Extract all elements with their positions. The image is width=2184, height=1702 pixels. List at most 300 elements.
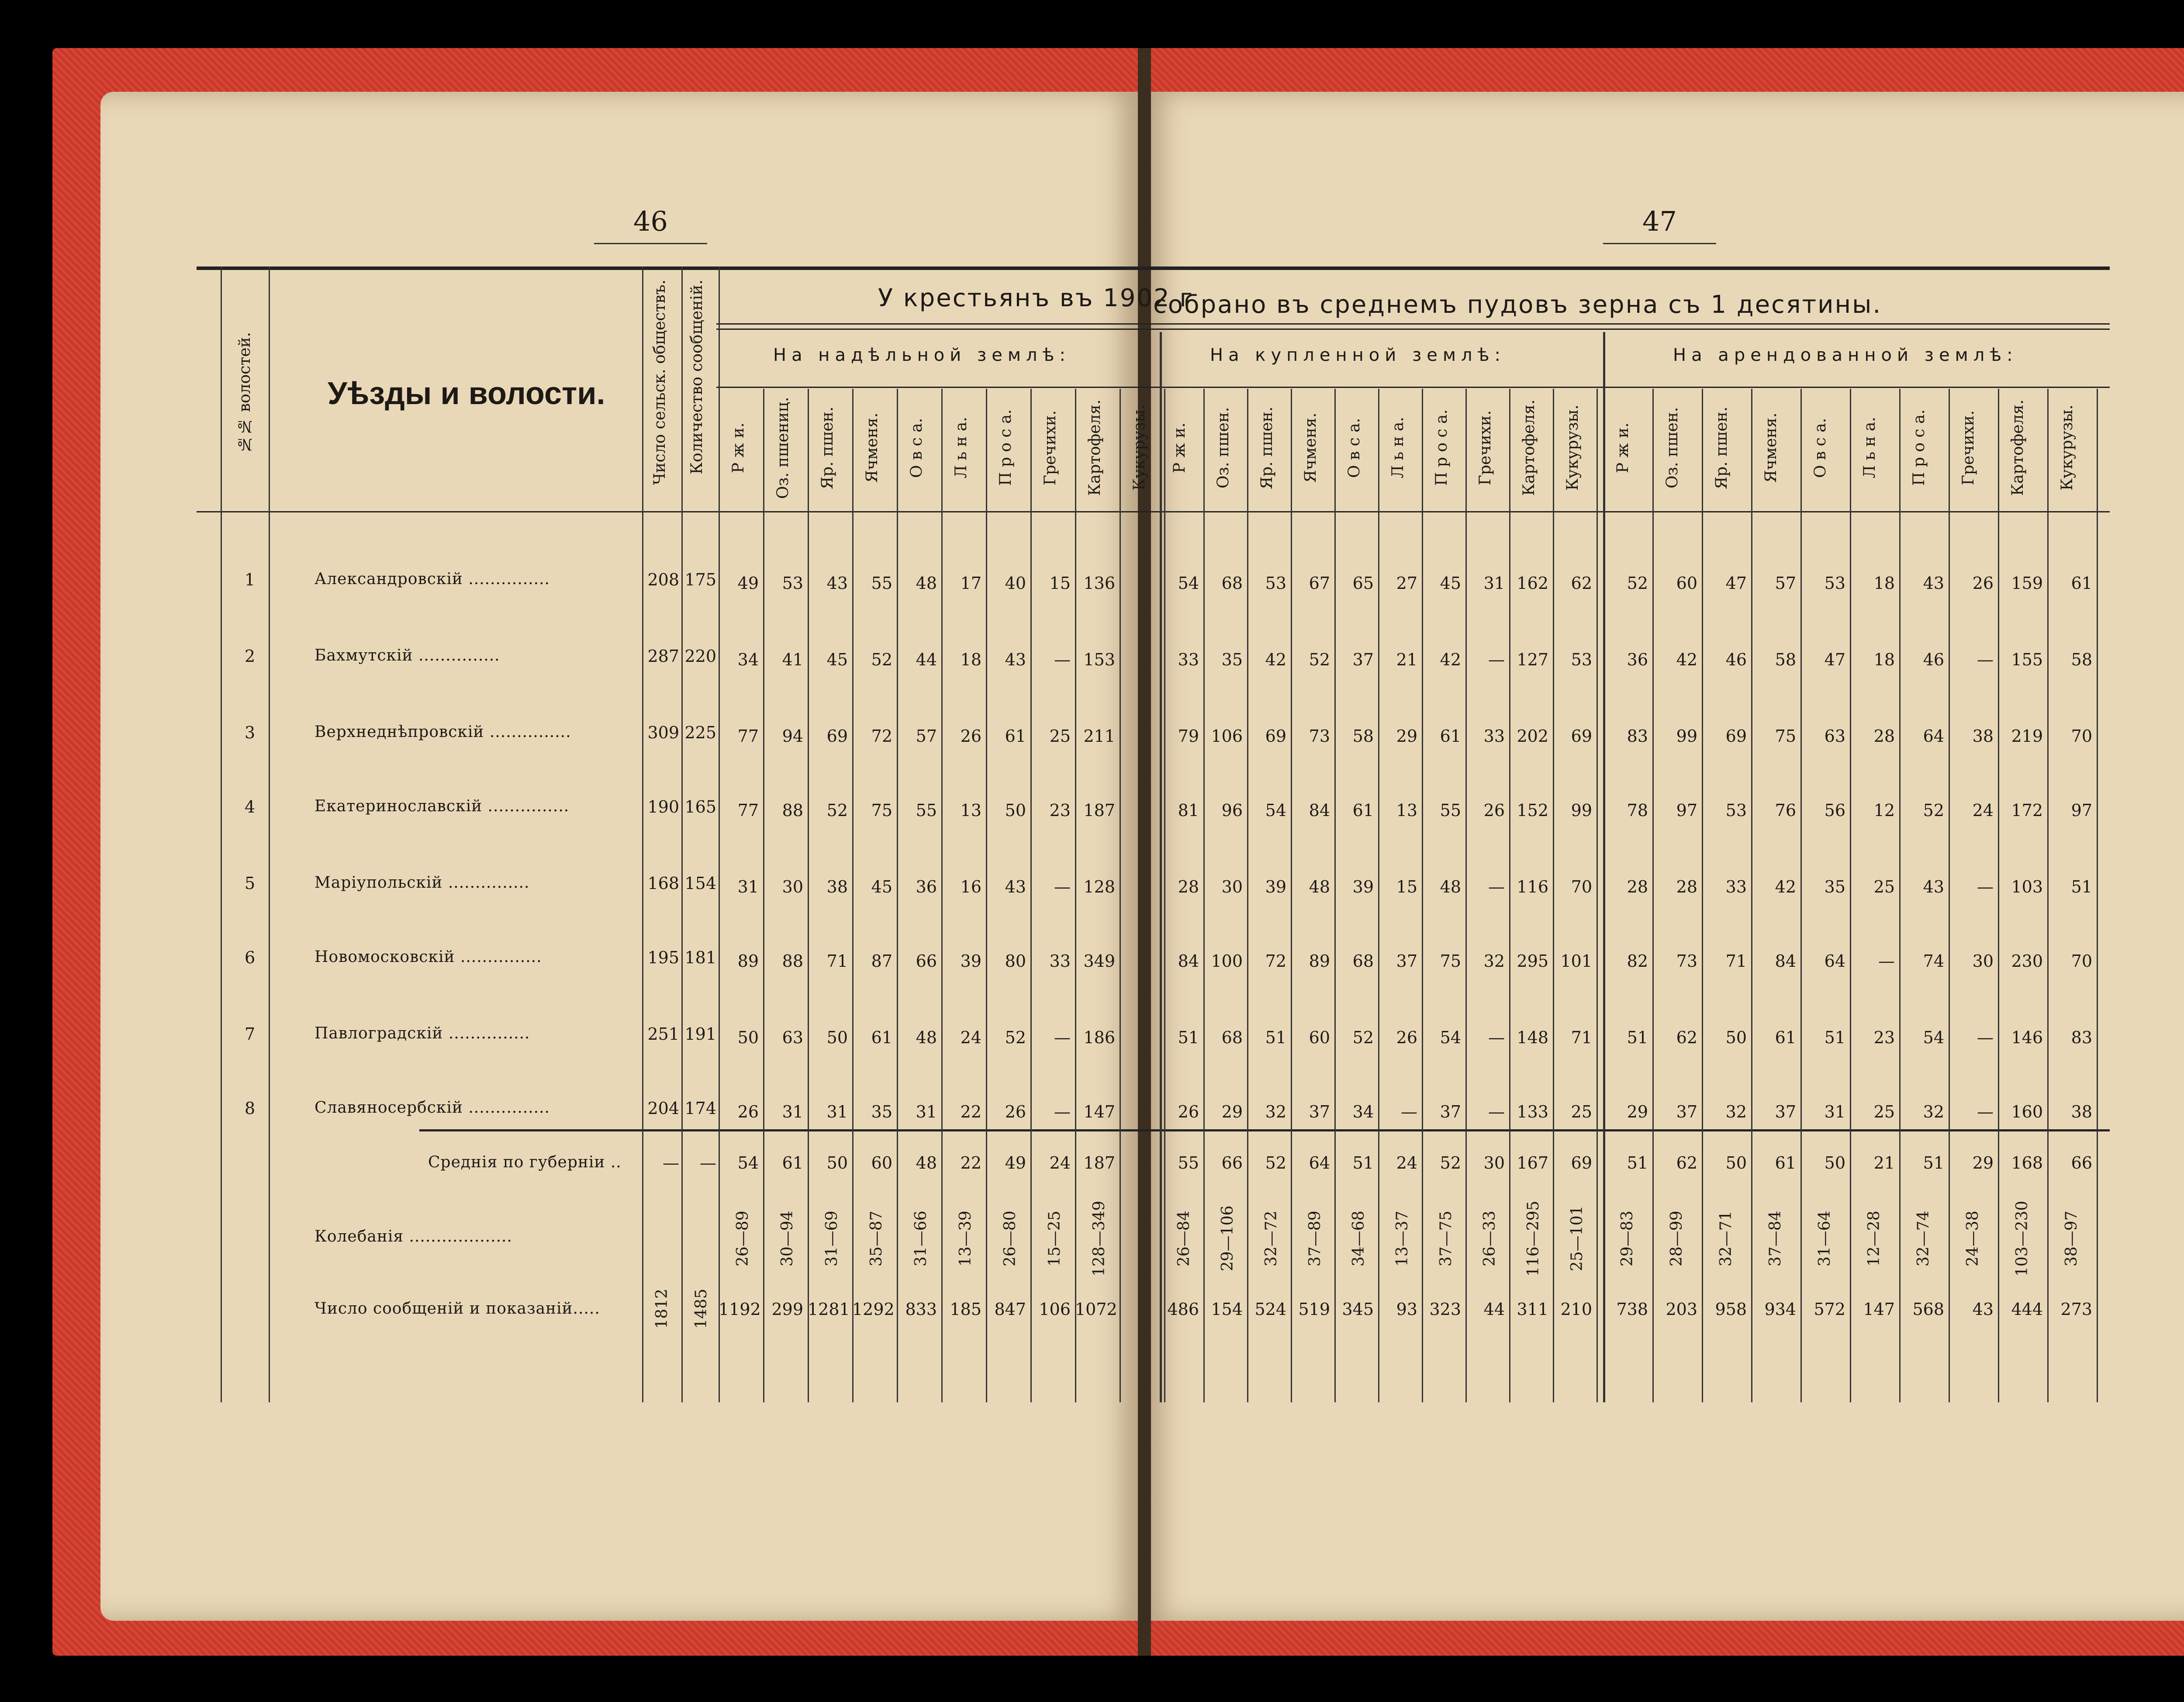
range-nadel-1: 30—94 (778, 1211, 796, 1266)
cell-nadel-4: 36 (916, 877, 937, 896)
cell-arend-7: 38 (1972, 726, 1994, 746)
cell-nadel-6: 40 (1005, 574, 1026, 593)
cell-arend-3: 37 (1775, 1102, 1796, 1121)
range-kuplen-3: 37—89 (1306, 1211, 1324, 1266)
cell-nadel-6: 61 (1005, 726, 1026, 746)
cell-kuplen-4: 52 (1352, 1028, 1374, 1047)
cell-arend-8: 146 (2011, 1028, 2043, 1047)
header-right-part: собрано въ среднемъ пудовъ зерна съ 1 десятины. (1153, 291, 1882, 319)
row-header-num: №№ волостей. (236, 332, 254, 453)
cell-kuplen-0: 81 (1178, 801, 1199, 820)
avg-nadel-8: 187 (1083, 1153, 1115, 1173)
cell-arend-0: 83 (1627, 726, 1648, 746)
district-name: Новомосковскій (314, 948, 455, 966)
row-name: Славяносербскій ............... (314, 1099, 550, 1117)
cell-arend-4: 31 (1824, 1102, 1845, 1121)
district-name: Александровскій (314, 570, 463, 588)
cell-kuplen-6: 37 (1440, 1102, 1461, 1121)
cell-kuplen-4: 65 (1352, 574, 1374, 593)
row-number: 7 (245, 1024, 256, 1044)
range-nadel-5: 13—39 (957, 1211, 975, 1266)
divider-title (642, 266, 643, 1402)
cell-kuplen-1: 35 (1221, 650, 1243, 669)
cell-kuplen-6: 55 (1440, 801, 1461, 820)
count-kuplen-4: 345 (1342, 1300, 1374, 1319)
col-header-kuplen-5: Л ь н а. (1389, 417, 1407, 479)
range-nadel-2: 31—69 (823, 1211, 841, 1266)
cell-nadel-6: 43 (1005, 877, 1026, 896)
col-header-kuplen-9: Кукурузы. (1564, 405, 1582, 491)
cell-communities: 309 (647, 723, 679, 742)
count-kuplen-3: 519 (1298, 1300, 1330, 1319)
col-header-arend-7: Гречихи. (1959, 410, 1977, 485)
count-nadel-6: 847 (994, 1300, 1026, 1319)
cell-nadel-0: 89 (737, 951, 759, 971)
cell-kuplen-7: 33 (1483, 726, 1505, 746)
cell-nadel-4: 55 (916, 801, 937, 820)
avg-reports: — (700, 1153, 716, 1173)
cell-kuplen-2: 32 (1265, 1102, 1286, 1121)
cell-arend-1: 60 (1676, 574, 1697, 593)
cell-kuplen-2: 54 (1265, 801, 1286, 820)
cell-nadel-3: 72 (871, 726, 892, 746)
cell-kuplen-2: 72 (1265, 951, 1286, 971)
cell-kuplen-5: 27 (1396, 574, 1417, 593)
avg-nadel-5: 22 (960, 1153, 981, 1173)
avg-arend-7: 29 (1972, 1153, 1994, 1173)
cell-arend-8: 103 (2011, 877, 2043, 896)
cell-arend-9: 51 (2071, 877, 2092, 896)
cell-communities: 190 (647, 797, 679, 816)
col-header-nadel-0: Р ж и. (729, 422, 747, 473)
avg-kuplen-7: 30 (1483, 1153, 1505, 1173)
cell-kuplen-4: 68 (1352, 951, 1374, 971)
summary-top-rule (419, 1129, 2110, 1131)
cell-nadel-5: 24 (960, 1028, 981, 1047)
cell-kuplen-3: 89 (1309, 951, 1330, 971)
col-header-nadel-6: П р о с а. (997, 409, 1015, 486)
range-kuplen-9: 25—101 (1568, 1205, 1586, 1272)
col-header-nadel-9: Кукурузы. (1130, 405, 1148, 491)
cell-kuplen-0: 33 (1178, 650, 1199, 669)
cell-arend-6: 64 (1923, 726, 1944, 746)
cell-nadel-7: — (1054, 1102, 1071, 1121)
cell-arend-5: 18 (1873, 650, 1895, 669)
col-header-arend-2: Яр. пшен. (1713, 406, 1731, 489)
summary-count-label: Число сообщеній и показаній..... (314, 1300, 600, 1318)
cell-nadel-3: 45 (871, 877, 892, 896)
cell-kuplen-5: 26 (1396, 1028, 1417, 1047)
cell-arend-8: 172 (2011, 801, 2043, 820)
cell-arend-6: 74 (1923, 951, 1944, 971)
cell-communities: 168 (647, 874, 679, 893)
cell-kuplen-8: 148 (1517, 1028, 1548, 1047)
district-name: Славяносербскій (314, 1099, 463, 1117)
cell-kuplen-0: 28 (1178, 877, 1199, 896)
count-nadel-7: 106 (1039, 1300, 1071, 1319)
col-header-nadel-7: Гречихи. (1041, 410, 1059, 485)
cell-kuplen-3: 60 (1309, 1028, 1330, 1047)
range-kuplen-0: 26—84 (1175, 1211, 1193, 1266)
range-nadel-8: 128—349 (1090, 1200, 1108, 1276)
count-nadel-1: 299 (771, 1300, 803, 1319)
range-kuplen-4: 34—68 (1350, 1211, 1368, 1266)
cell-kuplen-0: 51 (1178, 1028, 1199, 1047)
cell-arend-2: 33 (1725, 877, 1747, 896)
cell-arend-9: 61 (2071, 574, 2092, 593)
summary-avg-label: Среднія по губерніи .. (428, 1153, 622, 1171)
count-arend-7: 43 (1972, 1300, 1994, 1319)
cell-arend-7: 26 (1972, 574, 1994, 593)
row-number: 8 (245, 1099, 256, 1118)
cell-nadel-0: 31 (737, 877, 759, 896)
cell-arend-3: 84 (1775, 951, 1796, 971)
range-arend-0: 29—83 (1618, 1211, 1636, 1266)
table-title: Уѣзды и волости. (328, 376, 605, 411)
count-nadel-8: 1072 (1075, 1300, 1117, 1319)
col-header-kuplen-3: Ячменя. (1302, 412, 1320, 483)
district-name: Павлоградскій (314, 1024, 443, 1042)
cell-kuplen-9: 53 (1571, 650, 1592, 669)
cell-kuplen-7: — (1488, 877, 1505, 896)
header-underline-1 (716, 323, 2110, 325)
cell-kuplen-3: 73 (1309, 726, 1330, 746)
group-divider-1 (1160, 332, 1162, 1402)
cell-nadel-5: 13 (960, 801, 981, 820)
range-kuplen-1: 29—106 (1219, 1205, 1237, 1272)
cell-arend-0: 78 (1627, 801, 1648, 820)
cell-nadel-1: 88 (782, 801, 803, 820)
cell-arend-5: — (1878, 951, 1895, 971)
cell-nadel-3: 55 (871, 574, 892, 593)
col-divider-kuplen-9 (1597, 389, 1598, 1402)
cell-kuplen-5: 29 (1396, 726, 1417, 746)
count-kuplen-0: 486 (1167, 1300, 1199, 1319)
cell-nadel-2: 43 (826, 574, 848, 593)
cell-communities: 195 (647, 948, 679, 967)
avg-arend-1: 62 (1676, 1153, 1697, 1173)
range-nadel-6: 26—80 (1001, 1211, 1019, 1266)
range-arend-7: 24—38 (1964, 1211, 1982, 1266)
cell-nadel-8: 153 (1083, 650, 1115, 669)
cell-kuplen-7: — (1488, 1102, 1505, 1121)
cell-arend-0: 29 (1627, 1102, 1648, 1121)
header-underline-2 (716, 329, 2110, 330)
avg-kuplen-6: 52 (1440, 1153, 1461, 1173)
summary-range-label: Колебанія ................... (314, 1228, 512, 1245)
cell-nadel-7: 33 (1049, 951, 1071, 971)
row-name: Новомосковскій ............... (314, 948, 542, 966)
avg-kuplen-2: 52 (1265, 1153, 1286, 1173)
cell-kuplen-0: 54 (1178, 574, 1199, 593)
cell-kuplen-2: 51 (1265, 1028, 1286, 1047)
col-header-kuplen-0: Р ж и. (1171, 422, 1189, 473)
table-top-rule (197, 266, 2110, 270)
cell-arend-2: 71 (1725, 951, 1747, 971)
row-name: Александровскій ............... (314, 570, 550, 588)
cell-kuplen-1: 68 (1221, 574, 1243, 593)
range-arend-6: 32—74 (1914, 1211, 1932, 1266)
cell-arend-1: 42 (1676, 650, 1697, 669)
col-header-reports: Количество сообщеній. (688, 280, 706, 474)
cell-kuplen-1: 106 (1211, 726, 1243, 746)
cell-arend-9: 38 (2071, 1102, 2092, 1121)
cell-nadel-8: 147 (1083, 1102, 1115, 1121)
cell-kuplen-3: 48 (1309, 877, 1330, 896)
col-header-arend-8: Картофеля. (2009, 399, 2027, 496)
cell-kuplen-5: 15 (1396, 877, 1417, 896)
cell-arend-1: 97 (1676, 801, 1697, 820)
cell-nadel-3: 35 (871, 1102, 892, 1121)
col-header-nadel-5: Л ь н а. (952, 417, 970, 479)
cell-nadel-0: 26 (737, 1102, 759, 1121)
group-underline (716, 387, 2110, 388)
col-header-arend-6: П р о с а. (1910, 409, 1928, 486)
cell-kuplen-7: 26 (1483, 801, 1505, 820)
border-left (221, 266, 222, 1402)
cell-nadel-8: 349 (1083, 951, 1115, 971)
district-name: Верхнеднѣпровскій (314, 723, 484, 741)
cell-nadel-4: 44 (916, 650, 937, 669)
range-nadel-0: 26—89 (734, 1211, 752, 1266)
cell-kuplen-3: 84 (1309, 801, 1330, 820)
col-header-arend-1: Оз. пшен. (1663, 407, 1681, 489)
cell-nadel-6: 80 (1005, 951, 1026, 971)
range-kuplen-7: 26—33 (1481, 1211, 1499, 1266)
cell-arend-5: 28 (1873, 726, 1895, 746)
col-header-communities: Число сельск. обществъ. (651, 280, 669, 485)
cell-nadel-5: 22 (960, 1102, 981, 1121)
cell-reports: 175 (684, 570, 716, 589)
cell-arend-7: 30 (1972, 951, 1994, 971)
cell-kuplen-4: 61 (1352, 801, 1374, 820)
cell-nadel-8: 136 (1083, 574, 1115, 593)
count-arend-0: 738 (1616, 1300, 1648, 1319)
count-kuplen-2: 524 (1254, 1300, 1286, 1319)
group-label-nadel: На надѣльной землѣ: (773, 345, 1071, 365)
col-header-kuplen-1: Оз. пшен. (1214, 407, 1232, 489)
cell-reports: 154 (684, 874, 716, 893)
district-name: Екатеринославскій (314, 797, 483, 815)
cell-arend-1: 37 (1676, 1102, 1697, 1121)
col-divider-arend-9 (2097, 389, 2098, 1402)
cell-kuplen-0: 26 (1178, 1102, 1199, 1121)
col-header-nadel-2: Яр. пшен. (819, 406, 836, 489)
cell-nadel-6: 50 (1005, 801, 1026, 820)
cell-kuplen-6: 45 (1440, 574, 1461, 593)
cell-arend-8: 219 (2011, 726, 2043, 746)
col-header-nadel-8: Картофеля. (1086, 399, 1104, 496)
cell-nadel-7: — (1054, 877, 1071, 896)
divider-communities (681, 266, 683, 1402)
cell-kuplen-6: 54 (1440, 1028, 1461, 1047)
avg-arend-5: 21 (1873, 1153, 1895, 1173)
cell-nadel-4: 48 (916, 574, 937, 593)
cell-kuplen-4: 58 (1352, 726, 1374, 746)
cell-arend-9: 97 (2071, 801, 2092, 820)
cell-arend-5: 25 (1873, 1102, 1895, 1121)
cell-arend-4: 47 (1824, 650, 1845, 669)
avg-arend-8: 168 (2011, 1153, 2043, 1173)
col-header-kuplen-7: Гречихи. (1476, 410, 1494, 485)
count-nadel-0: 1192 (719, 1300, 761, 1319)
cell-nadel-7: 23 (1049, 801, 1071, 820)
cell-kuplen-5: 21 (1396, 650, 1417, 669)
cell-arend-3: 76 (1775, 801, 1796, 820)
col-header-kuplen-6: П р о с а. (1433, 409, 1451, 486)
col-header-arend-0: Р ж и. (1614, 422, 1632, 473)
cell-arend-1: 73 (1676, 951, 1697, 971)
row-name: Екатеринославскій ............... (314, 797, 570, 815)
cell-nadel-3: 87 (871, 951, 892, 971)
cell-communities: 287 (647, 647, 679, 666)
count-nadel-4: 833 (905, 1300, 937, 1319)
range-arend-2: 32—71 (1717, 1211, 1735, 1266)
row-number: 5 (245, 874, 256, 893)
cell-arend-6: 52 (1923, 801, 1944, 820)
avg-communities: — (663, 1153, 679, 1173)
count-kuplen-8: 311 (1517, 1300, 1548, 1319)
count-communities: 1812 (653, 1289, 671, 1329)
cell-arend-7: 24 (1972, 801, 1994, 820)
avg-arend-0: 51 (1627, 1153, 1648, 1173)
cell-arend-0: 51 (1627, 1028, 1648, 1047)
cell-kuplen-8: 295 (1517, 951, 1548, 971)
count-arend-2: 958 (1715, 1300, 1747, 1319)
count-arend-6: 568 (1912, 1300, 1944, 1319)
cell-nadel-7: — (1054, 1028, 1071, 1047)
cell-nadel-7: — (1054, 650, 1071, 669)
cell-nadel-3: 52 (871, 650, 892, 669)
range-arend-1: 28—99 (1668, 1211, 1686, 1266)
cell-nadel-7: 15 (1049, 574, 1071, 593)
cell-kuplen-6: 61 (1440, 726, 1461, 746)
col-header-kuplen-4: О в с а. (1345, 418, 1363, 478)
avg-arend-9: 66 (2071, 1153, 2092, 1173)
cell-arend-3: 42 (1775, 877, 1796, 896)
cell-arend-6: 43 (1923, 574, 1944, 593)
cell-nadel-1: 94 (782, 726, 803, 746)
cell-arend-4: 63 (1824, 726, 1845, 746)
cell-kuplen-3: 37 (1309, 1102, 1330, 1121)
cell-kuplen-2: 69 (1265, 726, 1286, 746)
cell-nadel-5: 18 (960, 650, 981, 669)
count-arend-8: 444 (2011, 1300, 2043, 1319)
cell-nadel-4: 48 (916, 1028, 937, 1047)
page-number-left: 46 (633, 205, 668, 237)
col-divider-nadel-8 (1120, 389, 1121, 1402)
cell-nadel-3: 61 (871, 1028, 892, 1047)
cell-kuplen-7: — (1488, 650, 1505, 669)
cell-nadel-1: 88 (782, 951, 803, 971)
cell-arend-5: 25 (1873, 877, 1895, 896)
cell-kuplen-0: 84 (1178, 951, 1199, 971)
cell-kuplen-8: 133 (1517, 1102, 1548, 1121)
count-reports: 1485 (692, 1289, 710, 1329)
cell-nadel-0: 50 (737, 1028, 759, 1047)
cell-arend-2: 69 (1725, 726, 1747, 746)
page-number-right: 47 (1642, 205, 1677, 237)
cell-nadel-2: 50 (826, 1028, 848, 1047)
count-kuplen-7: 44 (1483, 1300, 1505, 1319)
avg-arend-3: 61 (1775, 1153, 1796, 1173)
cell-arend-3: 58 (1775, 650, 1796, 669)
cell-arend-0: 28 (1627, 877, 1648, 896)
col-header-arend-4: О в с а. (1811, 418, 1829, 478)
count-nadel-5: 185 (950, 1300, 981, 1319)
cell-arend-2: 53 (1725, 801, 1747, 820)
cell-nadel-4: 31 (916, 1102, 937, 1121)
range-nadel-3: 35—87 (867, 1211, 885, 1266)
cell-arend-9: 70 (2071, 726, 2092, 746)
cell-kuplen-9: 25 (1571, 1102, 1592, 1121)
cell-kuplen-8: 162 (1517, 574, 1548, 593)
cell-nadel-8: 128 (1083, 877, 1115, 896)
range-kuplen-6: 37—75 (1437, 1211, 1455, 1266)
right-page (1144, 92, 2184, 1621)
range-arend-3: 37—84 (1766, 1211, 1784, 1266)
cell-kuplen-5: 37 (1396, 951, 1417, 971)
count-arend-5: 147 (1863, 1300, 1895, 1319)
avg-arend-4: 50 (1824, 1153, 1845, 1173)
cell-reports: 220 (684, 647, 716, 666)
row-name: Павлоградскій ............... (314, 1024, 530, 1042)
cell-arend-9: 83 (2071, 1028, 2092, 1047)
cell-kuplen-2: 53 (1265, 574, 1286, 593)
row-name: Бахмутскій ............... (314, 647, 500, 664)
cell-kuplen-6: 75 (1440, 951, 1461, 971)
district-name: Бахмутскій (314, 647, 413, 664)
cell-arend-3: 61 (1775, 1028, 1796, 1047)
cell-kuplen-9: 69 (1571, 726, 1592, 746)
count-kuplen-9: 210 (1560, 1300, 1592, 1319)
cell-kuplen-2: 42 (1265, 650, 1286, 669)
count-arend-4: 572 (1814, 1300, 1845, 1319)
row-number: 3 (245, 723, 256, 742)
cell-arend-4: 53 (1824, 574, 1845, 593)
header-left-part: У крестьянъ въ 1902 г (878, 284, 1194, 312)
range-nadel-4: 31—66 (912, 1211, 930, 1266)
cell-arend-8: 155 (2011, 650, 2043, 669)
cell-arend-2: 50 (1725, 1028, 1747, 1047)
cell-arend-8: 230 (2011, 951, 2043, 971)
left-page (100, 92, 1140, 1621)
cell-kuplen-8: 127 (1517, 650, 1548, 669)
cell-kuplen-6: 42 (1440, 650, 1461, 669)
count-arend-1: 203 (1666, 1300, 1697, 1319)
row-name: Маріупольскій ............... (314, 874, 530, 892)
cell-communities: 204 (647, 1099, 679, 1118)
cell-nadel-1: 31 (782, 1102, 803, 1121)
avg-nadel-6: 49 (1005, 1153, 1026, 1173)
row-name: Верхнеднѣпровскій ............... (314, 723, 571, 741)
row-number: 1 (245, 570, 256, 589)
cell-nadel-5: 39 (960, 951, 981, 971)
avg-kuplen-0: 55 (1178, 1153, 1199, 1173)
cell-kuplen-9: 71 (1571, 1028, 1592, 1047)
cell-nadel-4: 66 (916, 951, 937, 971)
avg-kuplen-3: 64 (1309, 1153, 1330, 1173)
cell-nadel-0: 77 (737, 726, 759, 746)
cell-arend-2: 32 (1725, 1102, 1747, 1121)
avg-nadel-2: 50 (826, 1153, 848, 1173)
avg-kuplen-5: 24 (1396, 1153, 1417, 1173)
count-arend-3: 934 (1764, 1300, 1796, 1319)
cell-nadel-3: 75 (871, 801, 892, 820)
divider-reports (719, 266, 720, 1402)
cell-arend-5: 18 (1873, 574, 1895, 593)
range-kuplen-8: 116—295 (1524, 1200, 1542, 1276)
